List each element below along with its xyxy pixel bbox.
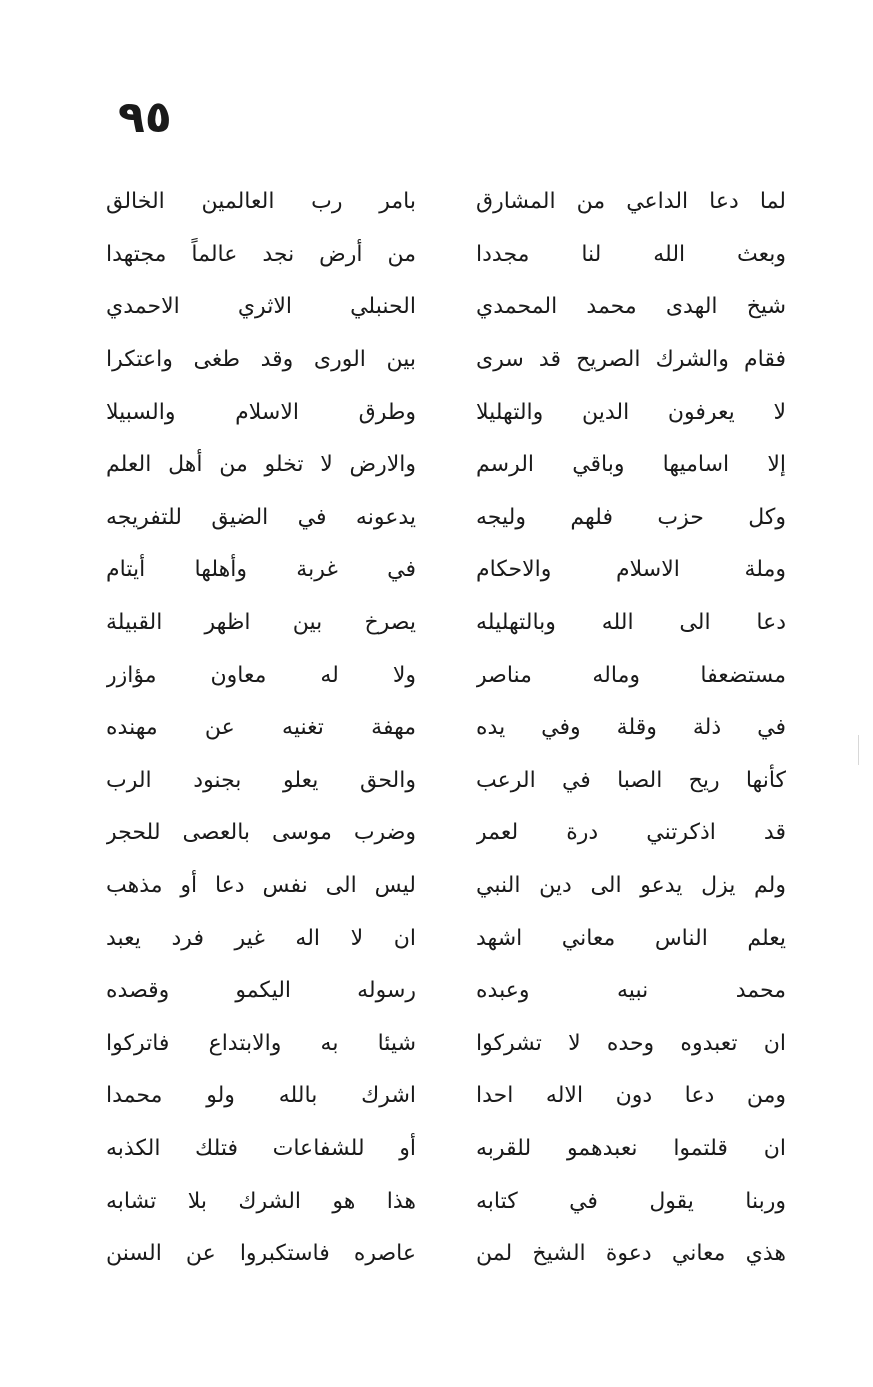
first-hemistich: ولم يزل يدعو الى دين النبي (476, 873, 786, 899)
second-hemistich: يدعونه في الضيق للتفريجه (106, 504, 416, 530)
verse-line (106, 492, 786, 545)
first-hemistich: لما دعا الداعي من المشارق (476, 189, 786, 215)
verse-line (106, 1070, 786, 1123)
first-hemistich: ان تعبدوه وحده لا تشركوا (476, 1030, 786, 1056)
page-number: ٩٥ (118, 92, 172, 143)
first-hemistich: وبعث الله لنا مجددا (476, 241, 786, 267)
first-hemistich: محمد نبيه وعبده (476, 978, 786, 1004)
second-hemistich: ولا له معاون مؤازر (106, 662, 416, 688)
verse-line (106, 386, 786, 439)
first-hemistich: في ذلة وقلة وفي يده (476, 715, 786, 741)
verse-line (106, 176, 786, 229)
first-hemistich: ان قلتموا نعبدهمو للقربه (476, 1135, 786, 1161)
second-hemistich: وضرب موسى بالعصى للحجر (106, 820, 416, 846)
first-hemistich: مستضعفا وماله مناصر (476, 662, 786, 688)
first-hemistich: إلا اساميها وباقي الرسم (476, 452, 786, 478)
first-hemistich: ومن دعا دون الاله احدا (476, 1083, 786, 1109)
first-hemistich: وكل حزب فلهم وليجه (476, 504, 786, 530)
first-hemistich: دعا الى الله وبالتهليله (476, 610, 786, 636)
verse-line (106, 439, 786, 492)
second-hemistich: اشرك بالله ولو محمدا (106, 1083, 416, 1109)
second-hemistich: بين الورى وقد طغى واعتكرا (106, 347, 416, 373)
second-hemistich: يصرخ بين اظهر القبيلة (106, 610, 416, 636)
verse-line (106, 229, 786, 282)
verse-line (106, 334, 786, 387)
verse-line (106, 281, 786, 334)
verse-line (106, 1175, 786, 1228)
second-hemistich: شيئا به والابتداع فاتركوا (106, 1030, 416, 1056)
page-edge-mark (858, 735, 859, 765)
verse-line (106, 807, 786, 860)
verse-line (106, 755, 786, 808)
second-hemistich: أو للشفاعات فتلك الكذبه (106, 1135, 416, 1161)
verse-line (106, 544, 786, 597)
first-hemistich: لا يعرفون الدين والتهليلا (476, 399, 786, 425)
first-hemistich: قد اذكرتني درة لعمر (476, 820, 786, 846)
second-hemistich: والحق يعلو بجنود الرب (106, 767, 416, 793)
first-hemistich: شيخ الهدى محمد المحمدي (476, 294, 786, 320)
verse-line (106, 649, 786, 702)
first-hemistich: وملة الاسلام والاحكام (476, 557, 786, 583)
first-hemistich: كأنها ريح الصبا في الرعب (476, 767, 786, 793)
second-hemistich: الحنبلي الاثري الاحمدي (106, 294, 416, 320)
second-hemistich: هذا هو الشرك بلا تشابه (106, 1188, 416, 1214)
second-hemistich: في غربة وأهلها أيتام (106, 557, 416, 583)
second-hemistich: عاصره فاستكبروا عن السنن (106, 1241, 416, 1267)
second-hemistich: وطرق الاسلام والسبيلا (106, 399, 416, 425)
poem-verses (106, 176, 786, 1280)
second-hemistich: مهفة تغنيه عن مهنده (106, 715, 416, 741)
second-hemistich: والارض لا تخلو من أهل العلم (106, 452, 416, 478)
verse-line (106, 1228, 786, 1281)
first-hemistich: فقام والشرك الصريح قد سرى (476, 347, 786, 373)
verse-line (106, 1123, 786, 1176)
verse-line (106, 702, 786, 755)
verse-line (106, 860, 786, 913)
first-hemistich: هذي معاني دعوة الشيخ لمن (476, 1241, 786, 1267)
verse-line (106, 912, 786, 965)
first-hemistich: وربنا يقول في كتابه (476, 1188, 786, 1214)
verse-line (106, 1018, 786, 1071)
verse-line (106, 597, 786, 650)
second-hemistich: رسوله اليكمو وقصده (106, 978, 416, 1004)
second-hemistich: من أرض نجد عالماً مجتهدا (106, 241, 416, 267)
second-hemistich: ان لا اله غير فرد يعبد (106, 925, 416, 951)
second-hemistich: بامر رب العالمين الخالق (106, 189, 416, 215)
second-hemistich: ليس الى نفس دعا أو مذهب (106, 873, 416, 899)
first-hemistich: يعلم الناس معاني اشهد (476, 925, 786, 951)
verse-line (106, 965, 786, 1018)
